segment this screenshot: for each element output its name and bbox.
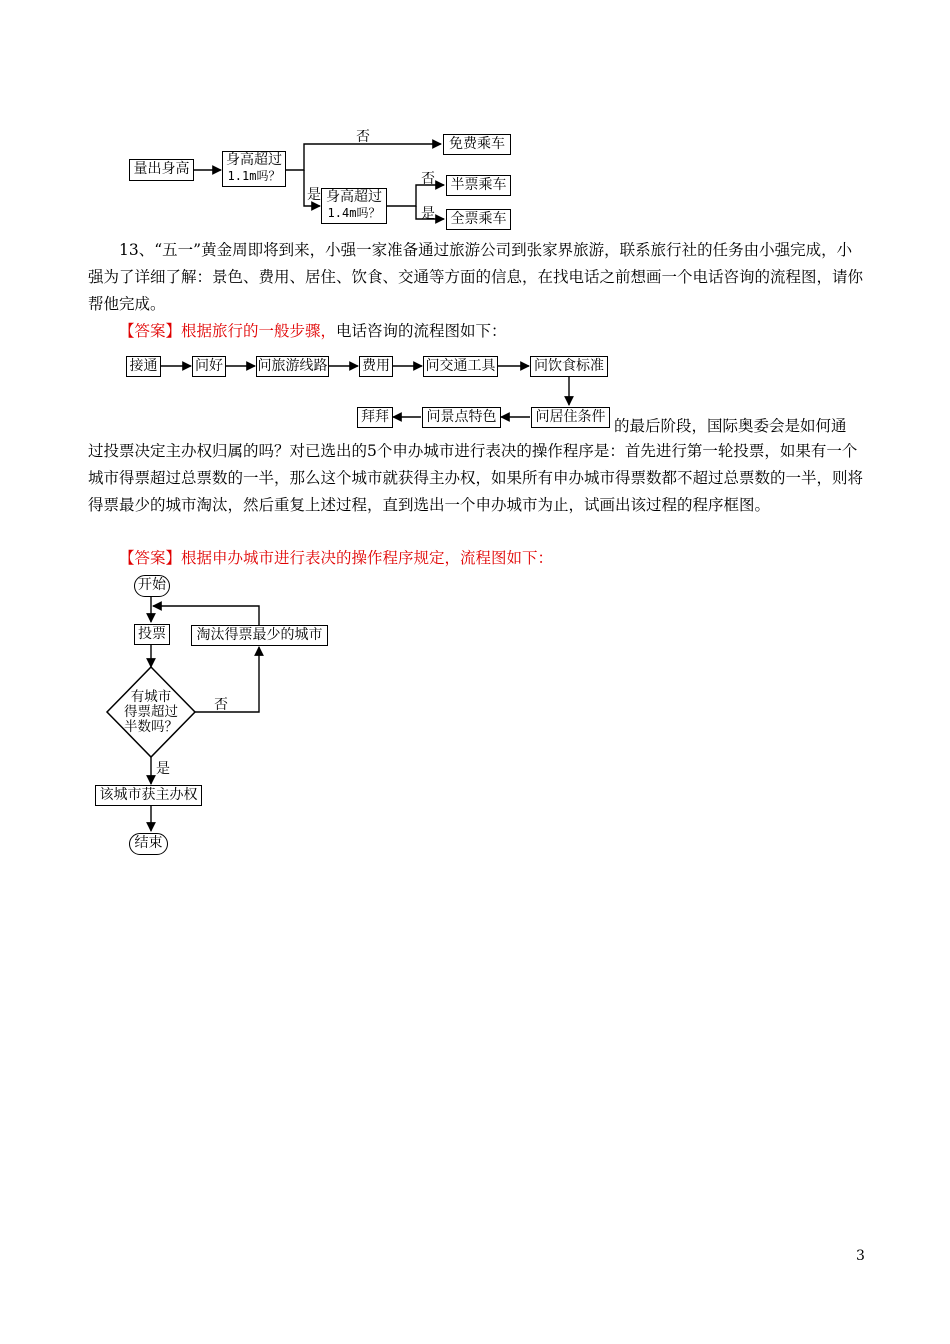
vote-box: 投票 (134, 624, 170, 645)
half-ticket-box: 半票乘车 (446, 175, 511, 196)
eliminate-box: 淘汰得票最少的城市 (191, 625, 328, 646)
yes-label-1: 是 (307, 187, 321, 203)
decision-line3: 半数吗？ (124, 719, 178, 735)
end-terminal: 结束 (129, 833, 168, 855)
question-13: 13、“五一”黄金周即将到来，小强一家准备通过旅游公司到张家界旅游，联系旅行社的任务由小强完成，小强为了详细了解：景色、费用、居住、饮食、交通等方面的信息，在找电话之前想画一个电话咨询的流程图，请你帮他完成。 (88, 241, 864, 313)
answer-13-black-text: 电话咨询的流程图如下： (336, 322, 507, 340)
step-connect: 接通 (126, 356, 161, 377)
no-label-top: 否 (356, 129, 370, 145)
measure-height-box: 量出身高 (129, 159, 194, 181)
full-ticket-box: 全票乘车 (446, 209, 511, 230)
no-label-flow3: 否 (214, 697, 228, 713)
q2-line1: 身高超过 (326, 189, 382, 205)
step-greet: 问好 (192, 356, 226, 377)
height-over-1-4m-box (321, 188, 387, 224)
answer-13 (88, 318, 864, 345)
step-route: 问旅游线路 (256, 356, 329, 377)
answer-14-tag: 【答案】 (119, 549, 182, 567)
step-goodbye: 拜拜 (357, 407, 393, 428)
question-14-first-line: 的最后阶段，国际奥委会是如何通 (614, 417, 847, 435)
q1-line2: 1.1m吗？ (227, 169, 281, 183)
step-lodging: 问居住条件 (531, 407, 610, 428)
step-cost: 费用 (359, 356, 393, 377)
free-ride-box: 免费乘车 (443, 134, 511, 155)
answer-13-tag: 【答案】 (119, 322, 182, 340)
step-food: 问饮食标准 (530, 356, 608, 377)
decision-line1: 有城市 (130, 689, 172, 705)
step-transport: 问交通工具 (423, 356, 498, 377)
question-14: 过投票决定主办权归属的吗？对已选出的5个申办城市进行表决的操作程序是：首先进行第一轮投票，如果有一个城市得票超过总票数的一半，那么这个城市就获得主办权，如果所有申办城市得票数都不超过总票数的一半，则将得票最少的城市淘汰，然后重复上述过程，直到选出一个申办城市为止，试画出该过程的程序框图。 (88, 442, 864, 514)
decision-text (107, 690, 195, 735)
step-sights: 问景点特色 (422, 407, 501, 428)
answer-14 (88, 545, 864, 572)
answer-14-text: 根据申办城市进行表决的操作程序规定，流程图如下： (181, 549, 554, 567)
q1-line1: 身高超过 (226, 152, 282, 168)
height-over-1-1m-box (222, 151, 286, 187)
start-terminal: 开始 (134, 575, 170, 597)
answer-13-red-text: 根据旅行的一般步骤， (181, 322, 337, 340)
yes-label-flow3: 是 (156, 761, 170, 777)
page-number: 3 (856, 1248, 865, 1264)
q2-line2: 1.4m吗？ (327, 206, 381, 220)
winner-box: 该城市获主办权 (95, 785, 202, 806)
no-label-2: 否 (421, 171, 435, 187)
decision-line2: 得票超过 (124, 704, 178, 720)
yes-label-2: 是 (421, 206, 435, 222)
